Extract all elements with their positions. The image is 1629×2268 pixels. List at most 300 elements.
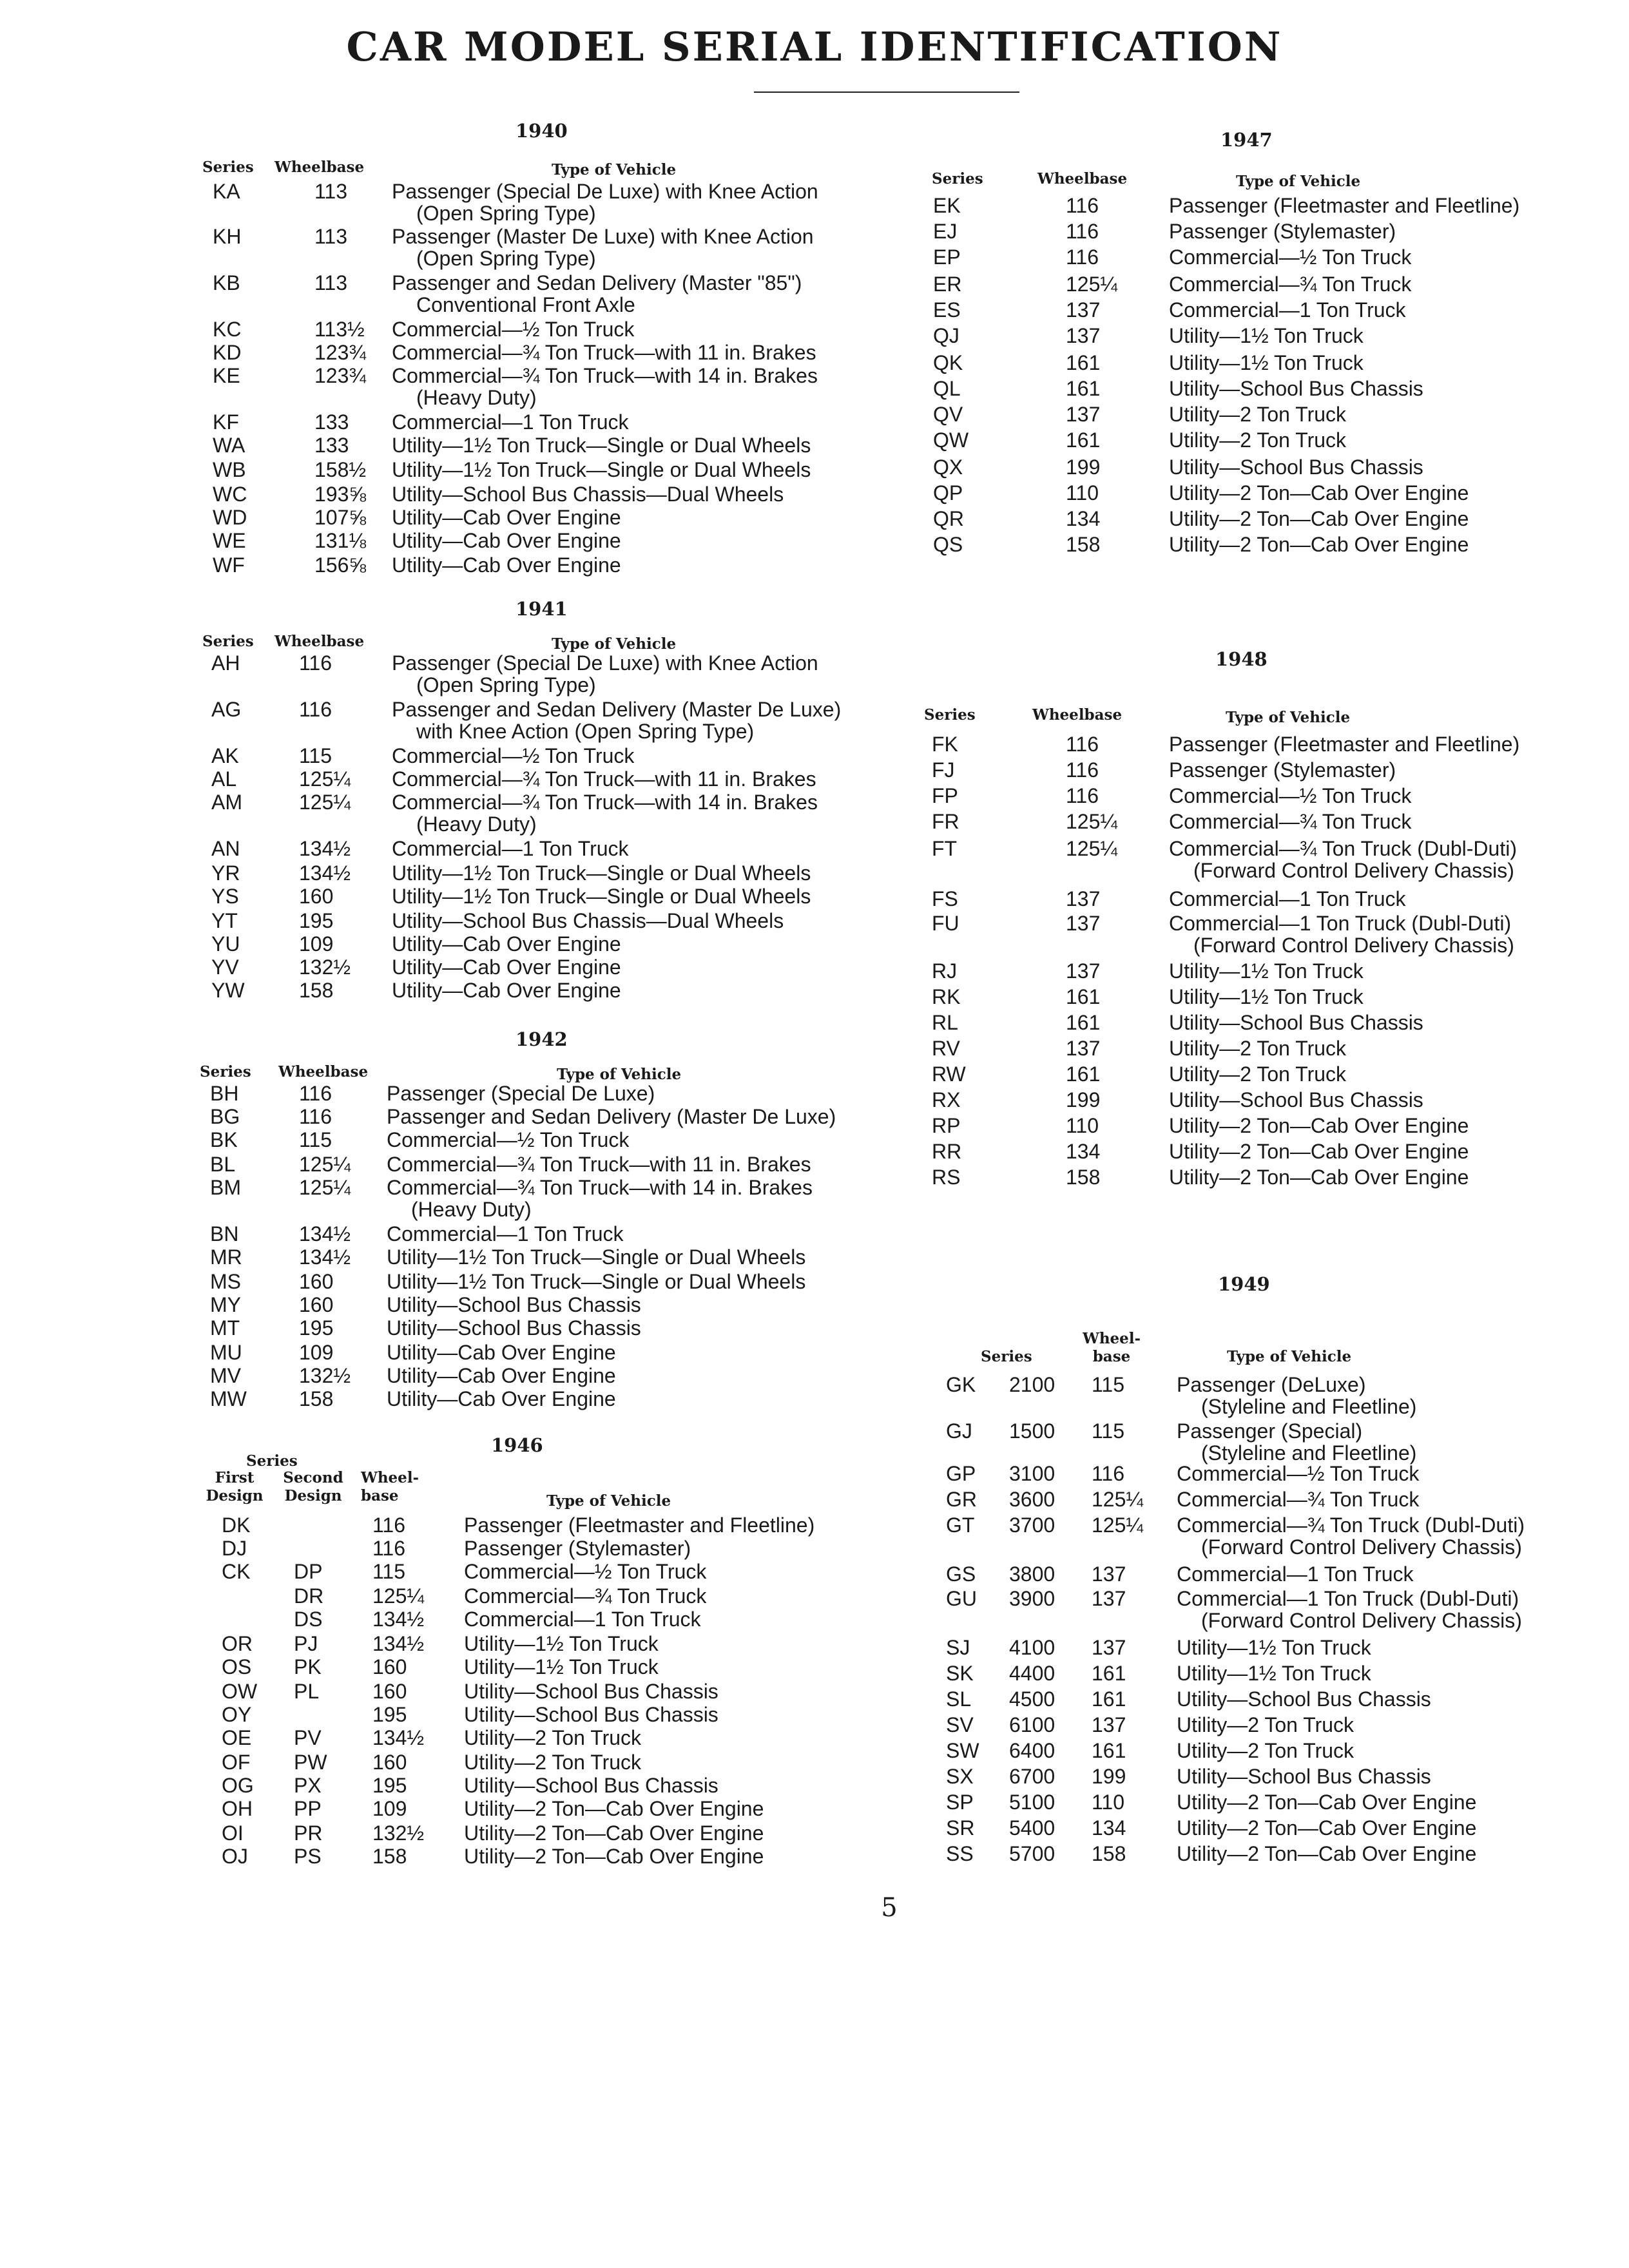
series-code: AK [211,744,239,767]
section-year: 1942 [516,1028,568,1050]
wheelbase-value: 115 [1092,1419,1125,1443]
series-code: YW [211,979,245,1002]
vehicle-type-continued: Conventional Front Axle [416,293,635,316]
section-year: 1947 [1220,129,1273,151]
wheelbase-value: 137 [1066,324,1101,347]
series-code: KB [213,271,240,294]
vehicle-type: Utility—1½ Ton Truck [1177,1662,1371,1685]
wheelbase-value: 110 [1066,1114,1099,1137]
wheelbase-value: 116 [299,698,333,721]
wheelbase-value: 199 [1092,1765,1126,1788]
table-row [0,888,1629,914]
vehicle-type-continued: (Forward Control Delivery Chassis) [1193,934,1514,957]
vehicle-type: Utility—1½ Ton Truck [1177,1636,1371,1659]
series-code: SK [946,1662,974,1685]
wheelbase-value: 134½ [299,837,351,860]
wheelbase-value: 161 [1092,1662,1126,1685]
series-code: QW [933,428,969,452]
section-year: 1946 [491,1434,543,1456]
series-code: EK [933,194,961,217]
title-underline [754,91,1019,93]
wheelbase-value: 132½ [299,1364,351,1387]
vehicle-type: Utility—2 Ton Truck [464,1726,642,1749]
col-header-wheelbase: Wheel- base [361,1469,419,1504]
table-row [0,759,1629,785]
table-row [0,325,1629,351]
table-row [0,1294,1629,1320]
vehicle-type: Utility—1½ Ton Truck [1169,985,1364,1008]
series-code: WD [213,506,247,529]
series-code: SW [946,1739,979,1762]
series-code: OR [222,1632,253,1655]
wheelbase-value: 116 [372,1514,406,1537]
table-row [0,1740,1629,1765]
wheelbase-value: 160 [372,1751,407,1774]
series-code: WF [213,553,245,577]
series-code: SL [946,1687,972,1711]
vehicle-type: Utility—2 Ton—Cab Over Engine [1169,507,1469,530]
series-code: FK [932,733,958,756]
series-code: YR [211,861,240,885]
series-code: PK [294,1655,322,1678]
series-code: GU [946,1587,977,1610]
wheelbase-value: 161 [1092,1687,1126,1711]
model-number: 4500 [1009,1687,1055,1711]
wheelbase-value: 125¼ [1092,1488,1144,1511]
vehicle-type: Utility—2 Ton—Cab Over Engine [1169,1114,1469,1137]
vehicle-type: Commercial—¾ Ton Truck [464,1584,707,1608]
vehicle-type: Utility—2 Ton Truck [464,1751,642,1774]
vehicle-type: Utility—School Bus Chassis—Dual Wheels [392,483,784,506]
wheelbase-value: 134½ [372,1726,425,1749]
series-code: PS [294,1845,322,1868]
series-code: MR [210,1245,242,1269]
vehicle-type: Commercial—½ Ton Truck [1169,245,1412,269]
wheelbase-value: 158½ [314,458,367,481]
col-header-second-design: Second Design [283,1469,343,1504]
model-number: 5700 [1009,1842,1055,1865]
series-code: GR [946,1488,977,1511]
wheelbase-value: 113 [314,225,348,248]
model-number: 6100 [1009,1713,1055,1736]
table-row [0,1341,1629,1367]
vehicle-type: Utility—School Bus Chassis [387,1316,641,1340]
table-row [0,378,1629,403]
wheelbase-value: 115 [299,1128,333,1151]
table-row [0,456,1629,482]
wheelbase-value: 110 [1066,481,1099,505]
series-code: GJ [946,1419,972,1443]
col-header-series: Series [200,1063,251,1081]
table-row [0,1662,1629,1688]
vehicle-type-continued: (Open Spring Type) [416,202,596,225]
wheelbase-value: 116 [1066,758,1099,782]
wheelbase-value: 158 [299,979,334,1002]
wheelbase-value: 195 [372,1703,407,1726]
wheelbase-value: 109 [299,932,334,956]
col-header-type: Type of Vehicle [1236,173,1361,190]
wheelbase-value: 160 [299,1270,334,1293]
col-header-type: Type of Vehicle [557,1066,682,1083]
vehicle-type: Passenger (Special De Luxe) [387,1082,655,1105]
series-code: KD [213,341,242,364]
wheelbase-value: 132½ [372,1821,425,1845]
vehicle-type: Utility—2 Ton Truck [1169,428,1347,452]
model-number: 3700 [1009,1514,1055,1537]
series-code: SJ [946,1636,970,1659]
series-code: GP [946,1462,976,1485]
model-number: 5100 [1009,1791,1055,1814]
wheelbase-value: 137 [1092,1713,1126,1736]
series-code: YS [211,885,239,908]
wheelbase-value: 132½ [299,956,351,979]
table-row [0,651,1629,697]
col-header-series: Series [202,159,254,176]
col-header-first-design: First Design [206,1469,264,1504]
series-code: SX [946,1765,974,1788]
col-header-wheelbase: Wheelbase [275,633,365,650]
series-code: BK [210,1128,238,1151]
series-code: OW [222,1680,258,1703]
wheelbase-value: 161 [1066,985,1101,1008]
table-row [0,220,1629,246]
vehicle-type: Utility—1½ Ton Truck [1169,324,1364,347]
vehicle-type: Commercial—¾ Ton Truck—with 14 in. Brakes [392,791,818,814]
vehicle-type: Utility—School Bus Chassis [464,1703,718,1726]
vehicle-type: Utility—School Bus Chassis [387,1293,641,1316]
table-row [0,1714,1629,1740]
series-code: SV [946,1713,974,1736]
series-code: MS [210,1270,241,1293]
vehicle-type: Utility—Cab Over Engine [387,1364,616,1387]
series-code: QV [933,403,963,426]
wheelbase-value: 110 [1092,1791,1125,1814]
table-row [0,986,1629,1012]
series-code: AG [211,698,242,721]
vehicle-type: Passenger (DeLuxe) [1177,1373,1366,1396]
vehicle-type: Passenger and Sedan Delivery (Master "85") [392,271,802,294]
series-code: MV [210,1364,241,1387]
wheelbase-value: 113½ [314,318,365,341]
vehicle-type: Passenger (Special) [1177,1419,1363,1443]
series-code: YU [211,932,240,956]
vehicle-type: Utility—2 Ton Truck [1177,1739,1354,1762]
vehicle-type: Utility—Cab Over Engine [392,956,621,979]
series-code: EP [933,245,961,269]
vehicle-type: Utility—2 Ton Truck [1177,1713,1354,1736]
vehicle-type: Passenger (Fleetmaster and Fleetline) [1169,733,1520,756]
table-row [0,698,1629,743]
wheelbase-value: 133 [314,434,349,457]
wheelbase-value: 199 [1066,456,1101,479]
series-code: KH [213,225,242,248]
series-code: SS [946,1842,974,1865]
vehicle-type: Passenger and Sedan Delivery (Master De Luxe) [387,1105,836,1128]
wheelbase-value: 134½ [372,1632,425,1655]
col-header-type: Type of Vehicle [552,161,677,178]
vehicle-type: Utility—School Bus Chassis [1169,377,1423,400]
wheelbase-value: 134½ [372,1608,425,1631]
series-code: OS [222,1655,252,1678]
wheelbase-value: 116 [1066,220,1099,243]
vehicle-type: Utility—Cab Over Engine [392,529,621,552]
wheelbase-value: 116 [1066,245,1099,269]
wheelbase-value: 125¼ [299,1176,351,1199]
vehicle-type: Utility—Cab Over Engine [392,553,621,577]
series-code: FJ [932,758,955,782]
table-row [0,299,1629,325]
wheelbase-value: 113 [314,271,348,294]
table-row [0,482,1629,508]
series-code: OE [222,1726,252,1749]
wheelbase-value: 116 [1092,1462,1125,1485]
section-year: 1940 [516,120,568,142]
vehicle-type: Utility—1½ Ton Truck—Single or Dual Wheels [392,885,811,908]
wheelbase-value: 116 [299,1082,333,1105]
table-row [0,1246,1629,1272]
vehicle-type: Commercial—1 Ton Truck [392,837,629,860]
wheelbase-value: 116 [299,651,333,675]
vehicle-type: Commercial—½ Ton Truck [1177,1462,1420,1485]
vehicle-type: Utility—2 Ton Truck [1169,1037,1347,1060]
series-code: WE [213,529,246,552]
vehicle-type: Commercial—1 Ton Truck [1169,887,1406,910]
vehicle-type: Commercial—1 Ton Truck [392,410,629,434]
wheelbase-value: 125¼ [299,767,351,791]
wheelbase-value: 125¼ [1066,273,1118,296]
wheelbase-value: 161 [1092,1739,1126,1762]
model-number: 4100 [1009,1636,1055,1659]
wheelbase-value: 137 [1066,1037,1101,1060]
series-code: FS [932,887,958,910]
wheelbase-value: 160 [372,1655,407,1678]
table-row [0,811,1629,836]
col-header-type: Type of Vehicle [552,635,677,653]
col-header-series: Series [932,170,983,187]
vehicle-type: Utility—2 Ton—Cab Over Engine [464,1845,764,1868]
table-row [0,533,1629,559]
series-code: AH [211,651,240,675]
vehicle-type: Utility—2 Ton—Cab Over Engine [464,1821,764,1845]
series-code: QP [933,481,963,505]
series-code: PR [294,1821,323,1845]
series-code: MW [210,1387,247,1410]
vehicle-type: Utility—1½ Ton Truck [1169,959,1364,983]
series-code: ES [933,298,961,322]
series-code: RX [932,1088,961,1111]
col-header-type: Type of Vehicle [1227,1348,1352,1365]
wheelbase-value: 125¼ [1066,837,1118,860]
series-code: WA [213,434,246,457]
series-code: GK [946,1373,976,1396]
wheelbase-value: 134½ [299,1222,351,1245]
vehicle-type: Commercial—1 Ton Truck (Dubl-Duti) [1177,1587,1519,1610]
wheelbase-value: 158 [1092,1842,1126,1865]
table-row [0,1488,1629,1514]
series-code: OI [222,1821,244,1845]
vehicle-type-continued: (Forward Control Delivery Chassis) [1201,1535,1522,1559]
model-number: 3100 [1009,1462,1055,1485]
table-row [0,1166,1629,1192]
vehicle-type: Utility—1½ Ton Truck—Single or Dual Wheels [387,1245,806,1269]
series-code: PL [294,1680,320,1703]
vehicle-type-continued: (Heavy Duty) [416,386,537,409]
series-code: DS [294,1608,323,1631]
series-code: AL [211,767,237,791]
vehicle-type: Passenger (Stylemaster) [1169,758,1396,782]
wheelbase-value: 199 [1066,1088,1101,1111]
col-header-series-group: Series [246,1452,298,1470]
table-row [0,1791,1629,1817]
wheelbase-value: 161 [1066,377,1101,400]
wheelbase-value: 115 [372,1560,406,1583]
wheelbase-value: 115 [299,744,333,767]
vehicle-type: Passenger (Fleetmaster and Fleetline) [1169,194,1520,217]
vehicle-type: Commercial—½ Ton Truck [387,1128,630,1151]
wheelbase-value: 158 [1066,1166,1101,1189]
vehicle-type-continued: (Styleline and Fleetline) [1201,1395,1417,1418]
vehicle-type: Utility—2 Ton—Cab Over Engine [1177,1816,1477,1840]
series-code: BL [210,1153,236,1176]
vehicle-type: Passenger (Master De Luxe) with Knee Action [392,225,814,248]
vehicle-type: Utility—Cab Over Engine [392,506,621,529]
page-number: 5 [881,1893,898,1923]
vehicle-type: Utility—School Bus Chassis [1177,1765,1431,1788]
page-title: CAR MODEL SERIAL IDENTIFICATION [346,23,1283,70]
wheelbase-value: 193⅝ [314,483,367,506]
wheelbase-value: 137 [1066,912,1101,935]
table-row [0,1373,1629,1418]
series-code: RL [932,1011,958,1034]
col-header-series: Series [202,633,254,650]
vehicle-type: Commercial—¾ Ton Truck—with 14 in. Brakes [392,364,818,387]
vehicle-type: Commercial—½ Ton Truck [1169,784,1412,807]
vehicle-type: Utility—2 Ton—Cab Over Engine [464,1797,764,1820]
series-code: MT [210,1316,240,1340]
vehicle-type-continued: (Open Spring Type) [416,673,596,697]
table-row [0,1089,1629,1115]
table-row [0,352,1629,378]
vehicle-type-continued: with Knee Action (Open Spring Type) [416,720,755,743]
model-number: 3800 [1009,1562,1055,1586]
model-number: 6700 [1009,1765,1055,1788]
wheelbase-value: 158 [299,1387,334,1410]
wheelbase-value: 133 [314,410,349,434]
wheelbase-value: 116 [299,1105,333,1128]
vehicle-type: Commercial—1 Ton Truck [387,1222,624,1245]
col-header-series: Series [924,706,976,724]
vehicle-type-continued: (Forward Control Delivery Chassis) [1193,859,1514,882]
series-code: PW [294,1751,327,1774]
series-code: DR [294,1584,324,1608]
vehicle-type: Utility—2 Ton—Cab Over Engine [1169,481,1469,505]
vehicle-type: Utility—2 Ton Truck [1169,403,1347,426]
col-header-series: Series [981,1348,1032,1365]
series-code: WC [213,483,247,506]
series-code: FR [932,810,959,833]
series-code: AM [211,791,242,814]
section-year: 1949 [1218,1273,1270,1295]
vehicle-type: Commercial—½ Ton Truck [392,744,635,767]
table-row [0,1037,1629,1063]
table-row [0,1012,1629,1037]
model-number: 3600 [1009,1488,1055,1511]
vehicle-type: Commercial—¾ Ton Truck [1169,810,1412,833]
section-year: 1941 [516,598,568,620]
vehicle-type: Utility—1½ Ton Truck—Single or Dual Wheels [387,1270,806,1293]
wheelbase-value: 134½ [299,861,351,885]
vehicle-type: Utility—School Bus Chassis [1169,1088,1423,1111]
series-code: WB [213,458,246,481]
wheelbase-value: 134 [1066,1140,1101,1163]
table-row [0,1140,1629,1166]
series-code: RJ [932,959,958,983]
series-code: FU [932,912,959,935]
vehicle-type: Passenger (Stylemaster) [1169,220,1396,243]
vehicle-type: Utility—School Bus Chassis [1169,1011,1423,1034]
vehicle-type-continued: (Heavy Duty) [416,812,537,836]
vehicle-type: Utility—Cab Over Engine [392,979,621,1002]
vehicle-type: Commercial—1 Ton Truck (Dubl-Duti) [1169,912,1512,935]
wheelbase-value: 137 [1066,403,1101,426]
vehicle-type: Utility—1½ Ton Truck [464,1632,659,1655]
wheelbase-value: 109 [372,1797,407,1820]
table-row [0,195,1629,220]
wheelbase-value: 131⅛ [314,529,367,552]
table-row [0,1063,1629,1089]
table-row [0,403,1629,429]
series-code: RW [932,1062,966,1086]
wheelbase-value: 134 [1092,1816,1126,1840]
wheelbase-value: 137 [1092,1562,1126,1586]
series-code: QX [933,456,963,479]
series-code: QS [933,533,963,556]
series-code: YV [211,956,239,979]
vehicle-type: Commercial—1 Ton Truck [464,1608,701,1631]
vehicle-type-continued: (Styleline and Fleetline) [1201,1441,1417,1465]
vehicle-type: Utility—School Bus Chassis—Dual Wheels [392,909,784,932]
wheelbase-value: 137 [1066,887,1101,910]
wheelbase-value: 195 [299,909,334,932]
wheelbase-value: 125¼ [372,1584,425,1608]
wheelbase-value: 115 [1092,1373,1125,1396]
vehicle-type-continued: (Heavy Duty) [411,1198,532,1221]
series-code: QL [933,377,961,400]
series-code: RR [932,1140,962,1163]
series-code: OF [222,1751,251,1774]
series-code: DP [294,1560,323,1583]
series-code: QK [933,351,963,374]
model-number: 6400 [1009,1739,1055,1762]
wheelbase-value: 160 [299,1293,334,1316]
table-row [0,1317,1629,1343]
vehicle-type: Utility—Cab Over Engine [387,1387,616,1410]
vehicle-type: Commercial—¾ Ton Truck (Dubl-Duti) [1177,1514,1525,1537]
wheelbase-value: 125¼ [299,791,351,814]
series-code: PJ [294,1632,318,1655]
wheelbase-value: 160 [299,885,334,908]
vehicle-type: Commercial—½ Ton Truck [464,1560,707,1583]
series-code: EJ [933,220,958,243]
wheelbase-value: 137 [1092,1587,1126,1610]
wheelbase-value: 134 [1066,507,1101,530]
model-number: 2100 [1009,1373,1055,1396]
vehicle-type: Utility—School Bus Chassis [1169,456,1423,479]
series-code: RV [932,1037,960,1060]
col-header-type: Type of Vehicle [1226,709,1351,726]
series-code: RS [932,1166,961,1189]
vehicle-type: Commercial—¾ Ton Truck—with 14 in. Brakes [387,1176,813,1199]
